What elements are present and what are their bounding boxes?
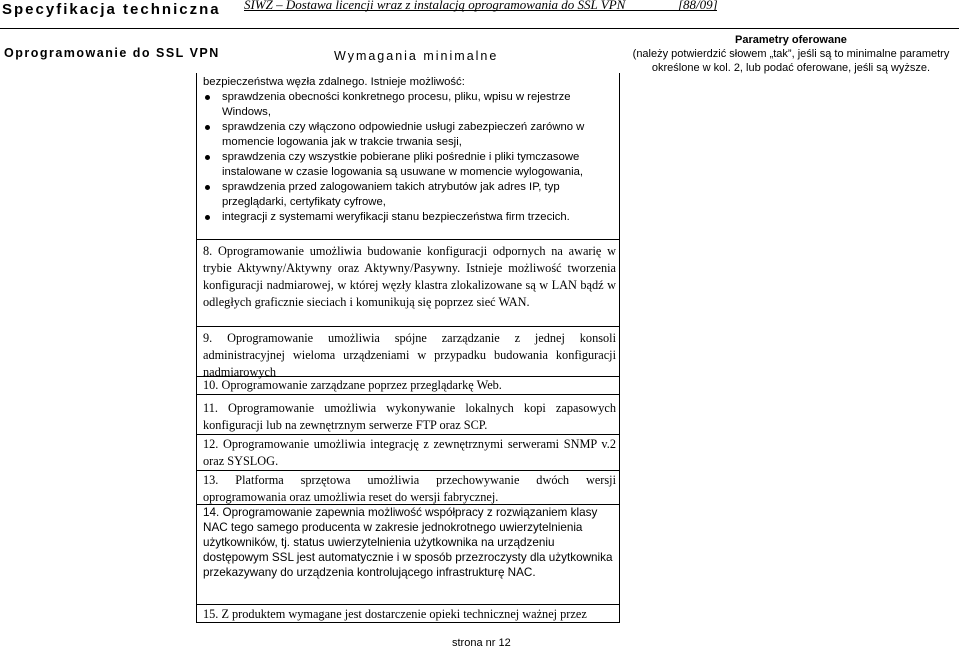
list-item: sprawdzenia czy wszystkie pobierane pliki pośrednie i pliki tymczasowe instalowane w czasie logowania są usuwane w momencie wylogowania, (222, 150, 615, 180)
document-reference: SIWZ – Dostawa licencji wraz z instalacją oprogramowania do SSL VPN (244, 0, 626, 12)
requirement-item-12: 12. Oprogramowanie umożliwia integrację z zewnętrznymi serwerami SNMP v.2 oraz SYSLOG. (203, 437, 616, 468)
requirement-item-13: 13. Platforma sprzętowa umożliwia przechowywanie dwóch wersji oprogramowania oraz umożliwia reset do wersji fabrycznej. (203, 473, 616, 504)
table-border-right (619, 73, 620, 622)
row-divider (196, 394, 620, 395)
requirement-block-7 (203, 75, 615, 225)
page-reference: [88/09] (678, 0, 718, 12)
requirement-item-15: 15. Z produktem wymagane jest dostarczenie opieki technicznej ważnej przez (203, 607, 587, 621)
requirement-item-10: 10. Oprogramowanie zarządzane poprzez przeglądarkę Web. (203, 378, 502, 392)
requirement-item-11: 11. Oprogramowanie umożliwia wykonywanie lokalnych kopi zapasowych konfiguracji lub na zewnętrznym serwerze FTP oraz SCP. (203, 401, 616, 432)
block-intro: bezpieczeństwa węzła zdalnego. Istnieje możliwość: (203, 76, 465, 88)
params-title: Parametry oferowane (735, 34, 847, 46)
requirement-bullet-list (203, 90, 615, 225)
row-divider (196, 326, 620, 327)
row-divider (196, 604, 620, 605)
params-note: (należy potwierdzić słowem „tak”, jeśli są to minimalne parametry określone w kol. 2, lub podać oferowane, jeśli są wyższe. (632, 48, 950, 74)
list-item: sprawdzenia czy włączono odpowiednie usługi zabezpieczeń zarówno w momencie logowania jak w trakcie trwania sesji, (222, 120, 615, 150)
header-underline (244, 10, 717, 11)
list-item: sprawdzenia obecności konkretnego procesu, pliku, wpisu w rejestrze Windows, (222, 90, 615, 120)
list-item: sprawdzenia przed zalogowaniem takich atrybutów jak adres IP, typ przeglądarki, certyfikaty cyfrowe, (222, 180, 615, 210)
table-border-left (196, 73, 197, 622)
row-divider (196, 239, 620, 240)
column-header-product: Oprogramowanie do SSL VPN (4, 46, 220, 60)
column-header-requirements: Wymagania minimalne (334, 49, 499, 63)
requirement-item-14: 14. Oprogramowanie zapewnia możliwość współpracy z rozwiązaniem klasy NAC tego samego producenta w zakresie jednokrotnego uwierzytelnienia użytkowników, tj. status uwierzytelnienia użytkownika na urządzeniu dostępowym SSL jest automatycznie i w sposób przezroczysty dla użytkownika przekazywany do urządzenia kontrolującego infrastrukturę NAC. (203, 506, 613, 579)
row-divider (196, 470, 620, 471)
requirement-item-8: 8. Oprogramowanie umożliwia budowanie konfiguracji odpornych na awarię w trybie Aktywny/Aktywny oraz Aktywny/Pasywny. Istnieje możliwość tworzenia konfiguracji nadmiarowej, w której węzły klastra zlokalizowane są w LAN bądź w odległych graficznie sieciach i komunikują się poprzez sieć WAN. (203, 244, 616, 309)
page-title: Specyfikacja techniczna (2, 1, 221, 18)
page-number: strona nr 12 (452, 637, 511, 649)
header-divider (0, 28, 959, 29)
list-item: integracji z systemami weryfikacji stanu bezpieczeństwa firm trzecich. (222, 210, 615, 225)
column-header-params (630, 33, 952, 75)
row-divider (196, 434, 620, 435)
requirement-item-9: 9. Oprogramowanie umożliwia spójne zarządzanie z jednej konsoli administracyjnej wieloma urządzeniami w przypadku budowania konfiguracji nadmiarowych (203, 331, 616, 379)
